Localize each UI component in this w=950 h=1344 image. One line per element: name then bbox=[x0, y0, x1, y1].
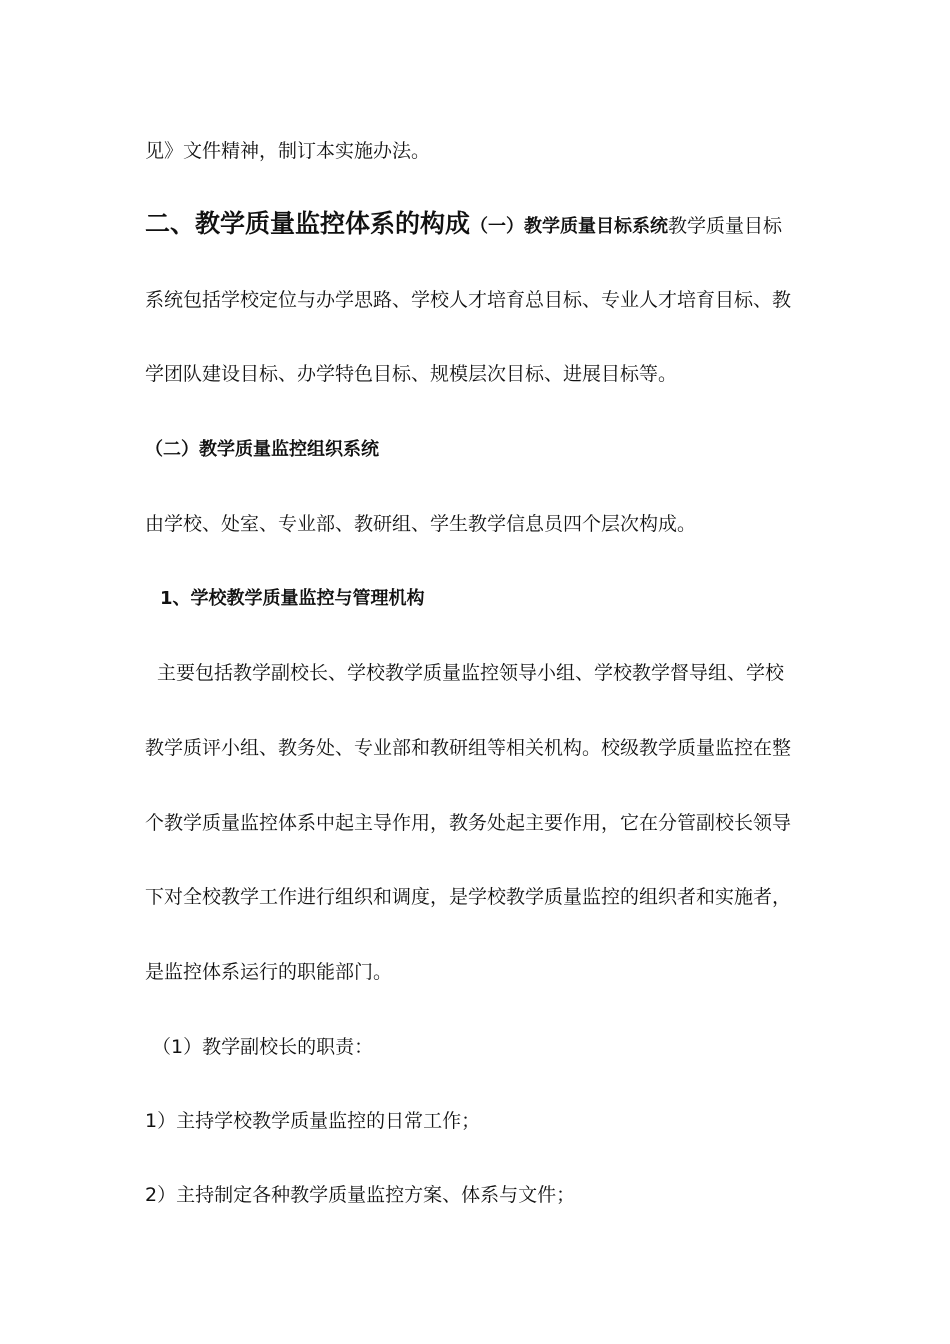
subsection-heading: （二）教学质量监控组织系统 bbox=[145, 439, 379, 460]
subsection-heading: （一）教学质量目标系统 bbox=[470, 216, 669, 237]
paragraph-line: 主要包括教学副校长、学校教学质量监控领导小组、学校教学督导组、学校 bbox=[157, 662, 785, 684]
list-heading: （1）教学副校长的职责： bbox=[152, 1036, 374, 1058]
paragraph-line: 是监控体系运行的职能部门。 bbox=[145, 961, 393, 983]
section-heading-line bbox=[145, 209, 825, 242]
list-item: 1）主持学校教学质量监控的日常工作； bbox=[145, 1110, 481, 1132]
paragraph-line: 个教学质量监控体系中起主导作用，教务处起主要作用，它在分管副校长领导 bbox=[145, 812, 792, 834]
section-heading: 二、教学质量监控体系的构成 bbox=[145, 209, 471, 238]
paragraph-line: 系统包括学校定位与办学思路、学校人才培育总目标、专业人才培育目标、教 bbox=[145, 289, 792, 311]
paragraph-line: 见》文件精神，制订本实施办法。 bbox=[145, 140, 431, 162]
list-item: 2）主持制定各种教学质量监控方案、体系与文件； bbox=[145, 1184, 576, 1206]
paragraph-text: 教学质量目标 bbox=[668, 215, 783, 237]
paragraph-line: 教学质评小组、教务处、专业部和教研组等相关机构。校级教学质量监控在整 bbox=[145, 737, 792, 759]
paragraph-line: 下对全校教学工作进行组织和调度，是学校教学质量监控的组织者和实施者， bbox=[145, 886, 792, 908]
paragraph-line: 由学校、处室、专业部、教研组、学生教学信息员四个层次构成。 bbox=[145, 513, 697, 535]
paragraph-line: 学团队建设目标、办学特色目标、规模层次目标、进展目标等。 bbox=[145, 363, 678, 385]
item-heading: 1、学校教学质量监控与管理机构 bbox=[160, 588, 425, 609]
